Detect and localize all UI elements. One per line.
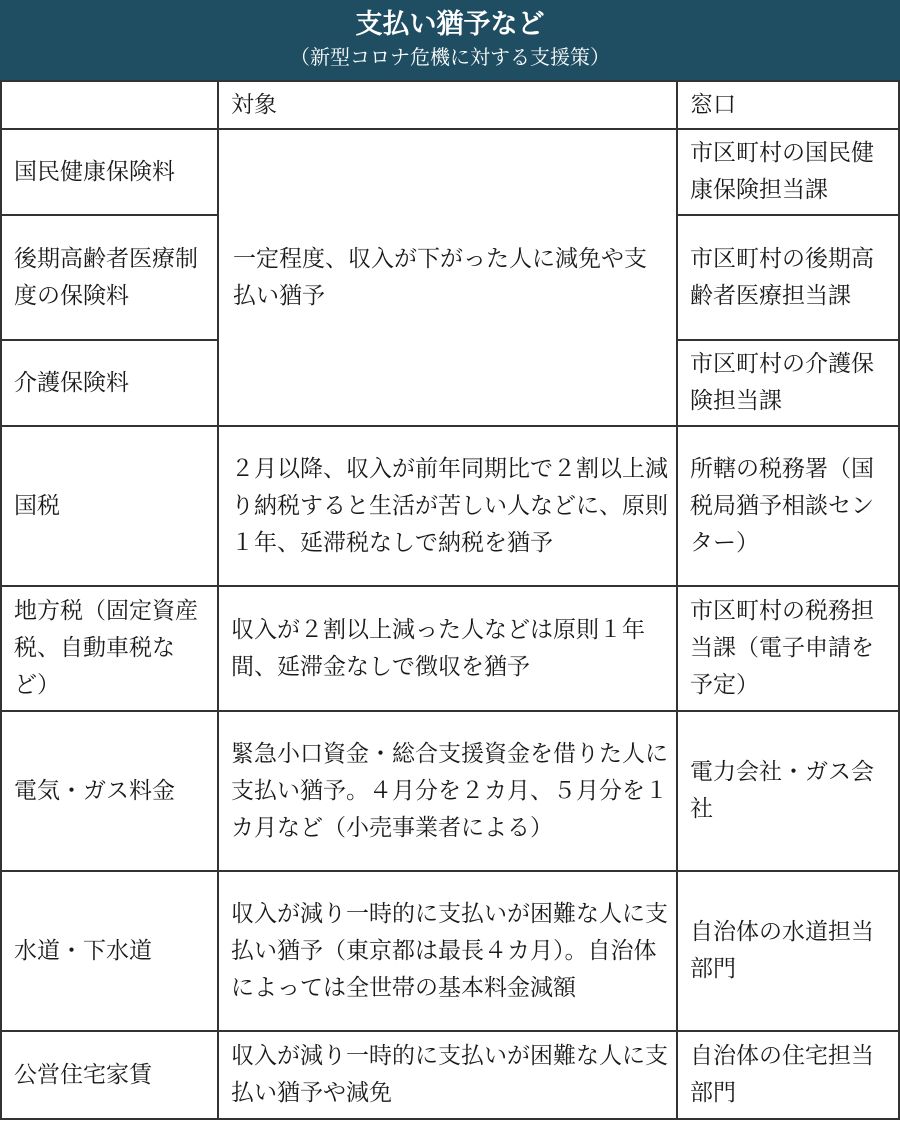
- row-contact: 電力会社・ガス会社: [677, 711, 899, 871]
- row-item: 電気・ガス料金: [1, 711, 218, 871]
- support-measures-table: [0, 80, 900, 1120]
- row-contact: 所轄の税務署（国税局猶予相談センター）: [677, 426, 899, 586]
- row-item: 介護保険料: [1, 340, 218, 426]
- row-contact: 市区町村の国民健康保険担当課: [677, 129, 899, 215]
- table-row: [1, 129, 899, 215]
- table-row: [1, 426, 899, 586]
- column-header-item: [1, 81, 218, 129]
- table-subtitle: （新型コロナ危機に対する支援策）: [290, 45, 610, 69]
- row-contact: 自治体の水道担当部門: [677, 871, 899, 1031]
- table-header-banner: [0, 0, 900, 80]
- row-contact: 市区町村の後期高齢者医療担当課: [677, 215, 899, 340]
- row-target: 収入が２割以上減った人などは原則１年間、延滞金なしで徴収を猶予: [218, 586, 677, 711]
- row-target: 緊急小口資金・総合支援資金を借りた人に支払い猶予。４月分を２カ月、５月分を１カ月など（小売事業者による）: [218, 711, 677, 871]
- table-header-row: [1, 81, 899, 129]
- row-target: 収入が減り一時的に支払いが困難な人に支払い猶予（東京都は最長４カ月）。自治体によっては全世帯の基本料金減額: [218, 871, 677, 1031]
- table-row: [1, 1031, 899, 1119]
- row-contact: 市区町村の介護保険担当課: [677, 340, 899, 426]
- table-row: [1, 586, 899, 711]
- row-item: 水道・下水道: [1, 871, 218, 1031]
- table-row: [1, 711, 899, 871]
- row-item: 地方税（固定資産税、自動車税など）: [1, 586, 218, 711]
- row-item: 公営住宅家賃: [1, 1031, 218, 1119]
- row-target: 収入が減り一時的に支払いが困難な人に支払い猶予や減免: [218, 1031, 677, 1119]
- shared-target-cell: 一定程度、収入が下がった人に減免や支払い猶予: [218, 129, 677, 426]
- row-target: ２月以降、収入が前年同期比で２割以上減り納税すると生活が苦しい人などに、原則１年、延滞税なしで納税を猶予: [218, 426, 677, 586]
- table-row: [1, 871, 899, 1031]
- row-item: 国税: [1, 426, 218, 586]
- row-item: 国民健康保険料: [1, 129, 218, 215]
- table-title: 支払い猶予など: [355, 9, 545, 40]
- row-item: 後期高齢者医療制度の保険料: [1, 215, 218, 340]
- row-contact: 市区町村の税務担当課（電子申請を予定）: [677, 586, 899, 711]
- column-header-target: 対象: [218, 81, 677, 129]
- column-header-contact: 窓口: [677, 81, 899, 129]
- row-contact: 自治体の住宅担当部門: [677, 1031, 899, 1119]
